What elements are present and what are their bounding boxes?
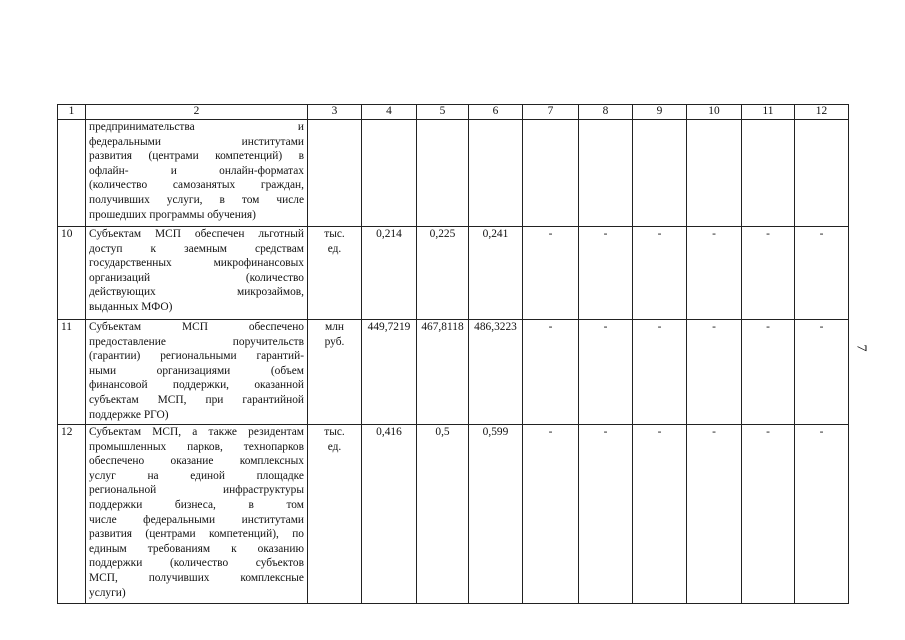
value-cell: 0,599 [469, 425, 523, 604]
indicator-text-line: числе федеральными институтами [89, 513, 304, 526]
indicator-text-line: субъектам МСП, при гарантийной [89, 393, 304, 406]
indicator-cell [86, 227, 308, 320]
value-cell [523, 120, 579, 227]
value-cell [795, 120, 849, 227]
indicator-text-line: МСП, получивших комплексные [89, 571, 304, 584]
indicator-text-line: (количество самозанятых граждан, [89, 179, 304, 192]
indicator-text-line: предоставление поручительств [89, 335, 304, 348]
value-cell: - [687, 227, 742, 320]
indicator-text-line: Субъектам МСП обеспечен льготный [89, 228, 304, 240]
value-cell: - [579, 227, 633, 320]
value-cell: 0,225 [417, 227, 469, 320]
value-cell [742, 120, 795, 227]
column-header: 3 [308, 105, 362, 120]
unit-cell [308, 320, 362, 425]
unit-text: тыс. [324, 426, 345, 438]
unit-cell [308, 425, 362, 604]
indicator-text-line: организаций (количество [89, 271, 304, 284]
row-number: 12 [58, 425, 86, 604]
value-cell: 0,214 [362, 227, 417, 320]
indicator-text-line: федеральными институтами [89, 135, 304, 148]
column-header: 9 [633, 105, 687, 120]
indicator-text-line: промышленных парков, технопарков [89, 440, 304, 453]
value-cell: 0,416 [362, 425, 417, 604]
value-cell: - [687, 425, 742, 604]
value-cell [469, 120, 523, 227]
indicator-text-line: прошедших программы обучения) [89, 208, 256, 221]
indicator-text-line: Субъектам МСП, а также резидентам [89, 426, 304, 438]
row-number: 11 [58, 320, 86, 425]
value-cell: - [633, 227, 687, 320]
indicator-text-line: выданных МФО) [89, 300, 173, 313]
indicator-text-line: услуги) [89, 586, 126, 599]
indicator-text-line: получивших услуги, в том числе [89, 193, 304, 206]
unit-text: руб. [324, 335, 345, 348]
column-header: 6 [469, 105, 523, 120]
unit-cell [308, 120, 362, 227]
table-row [58, 227, 849, 320]
indicator-text-line: государственных микрофинансовых [89, 257, 304, 270]
value-cell: - [742, 425, 795, 604]
indicator-text-line: региональной инфраструктуры [89, 484, 304, 497]
indicator-text-line: обеспечено оказание комплексных [89, 455, 304, 468]
value-cell: - [742, 227, 795, 320]
row-number [58, 120, 86, 227]
unit-text: ед. [327, 440, 342, 453]
value-cell: 486,3223 [469, 320, 523, 425]
indicator-text-line: действующих микрозаймов, [89, 286, 304, 299]
indicator-text-line: развития (центрами компетенций) в [89, 150, 304, 163]
unit-text: тыс. [324, 228, 345, 240]
value-cell: - [687, 320, 742, 425]
indicator-text-line: доступ к заемным средствам [89, 242, 304, 255]
indicator-text-line: поддержки бизнеса, в том [89, 498, 304, 511]
indicator-text-line: (гарантии) региональными гарантий- [89, 350, 304, 363]
indicator-cell [86, 425, 308, 604]
column-header: 4 [362, 105, 417, 120]
column-header: 8 [579, 105, 633, 120]
value-cell: - [795, 425, 849, 604]
unit-text: млн [325, 321, 344, 333]
column-header: 1 [58, 105, 86, 120]
value-cell: - [523, 425, 579, 604]
indicator-text-line: поддержки (количество субъектов [89, 557, 304, 570]
header-row [58, 105, 849, 120]
value-cell: - [579, 425, 633, 604]
indicator-text-line: развития (центрами компетенций), по [89, 528, 304, 541]
page-number: 7 [853, 344, 869, 352]
column-header: 7 [523, 105, 579, 120]
indicator-text-line: единым требованиям к оказанию [89, 542, 304, 555]
value-cell [579, 120, 633, 227]
value-cell: - [523, 320, 579, 425]
table-row [58, 320, 849, 425]
indicator-text-line: финансовой поддержки, оказанной [89, 379, 304, 392]
unit-cell [308, 227, 362, 320]
value-cell: 0,241 [469, 227, 523, 320]
indicator-text-line: офлайн- и онлайн-форматах [89, 164, 304, 177]
indicator-text-line: ными организациями (объем [89, 364, 304, 377]
value-cell [633, 120, 687, 227]
column-header: 12 [795, 105, 849, 120]
column-header: 2 [86, 105, 308, 120]
value-cell: - [523, 227, 579, 320]
value-cell: 0,5 [417, 425, 469, 604]
column-header: 11 [742, 105, 795, 120]
indicator-text-line: предпринимательства и [89, 121, 304, 133]
indicator-text-line: Субъектам МСП обеспечено [89, 321, 304, 333]
value-cell: - [633, 320, 687, 425]
value-cell [687, 120, 742, 227]
row-number: 10 [58, 227, 86, 320]
value-cell: - [795, 227, 849, 320]
value-cell [417, 120, 469, 227]
indicators-table [57, 104, 849, 604]
table-row [58, 120, 849, 227]
value-cell: 467,8118 [417, 320, 469, 425]
column-header: 5 [417, 105, 469, 120]
table-row [58, 425, 849, 604]
value-cell: 449,7219 [362, 320, 417, 425]
value-cell [362, 120, 417, 227]
indicator-cell [86, 120, 308, 227]
indicator-cell [86, 320, 308, 425]
indicator-text-line: поддержке РГО) [89, 408, 169, 421]
value-cell: - [579, 320, 633, 425]
unit-text: ед. [327, 242, 342, 255]
value-cell: - [742, 320, 795, 425]
value-cell: - [633, 425, 687, 604]
value-cell: - [795, 320, 849, 425]
indicator-text-line: услуг на единой площадке [89, 469, 304, 482]
column-header: 10 [687, 105, 742, 120]
